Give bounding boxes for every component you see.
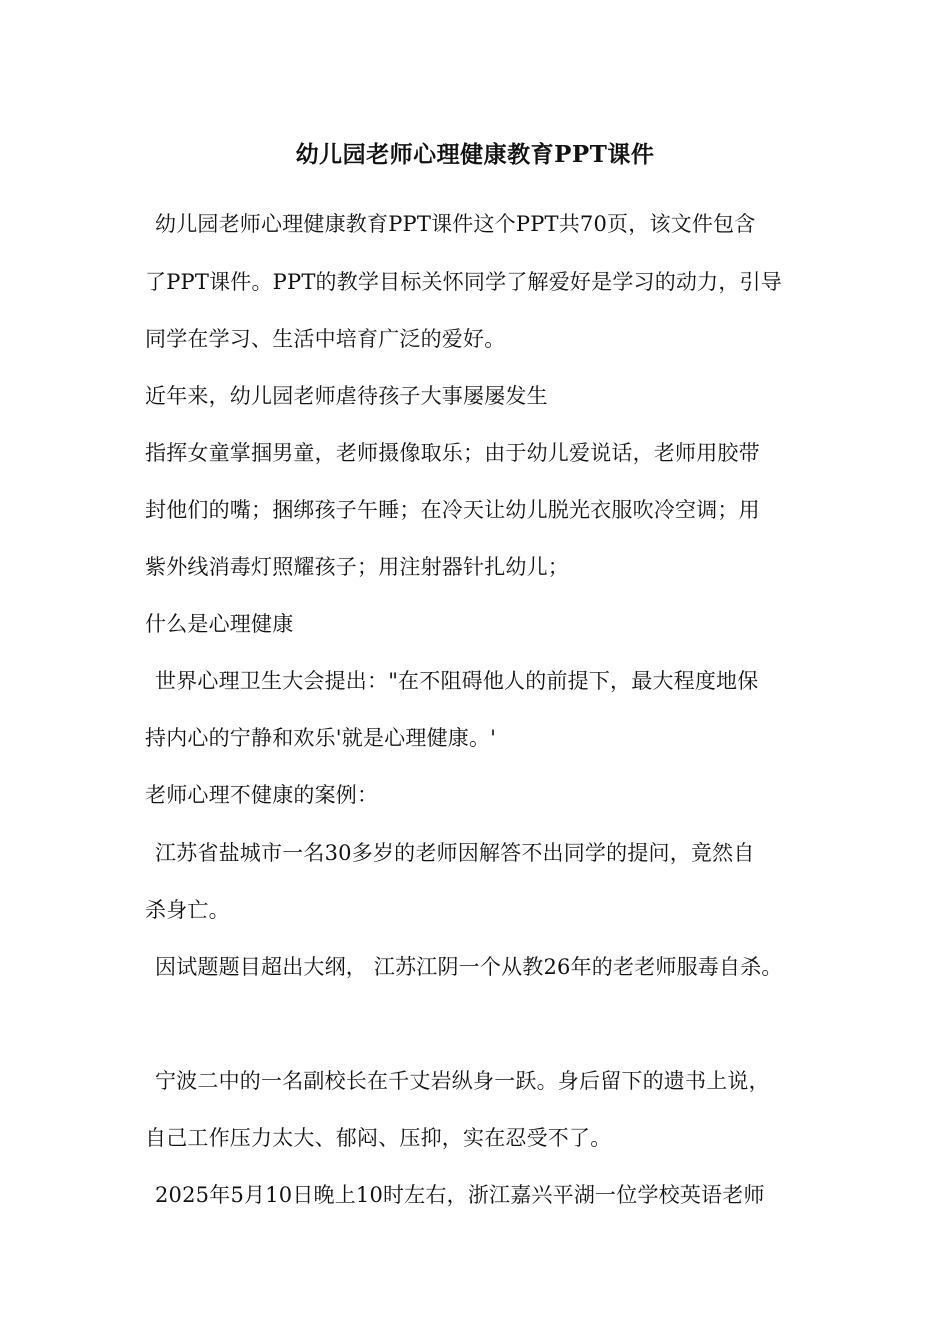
paragraph-line: 因试题题目超出大纲， 江苏江阴一个从教26年的老老师服毒自杀。 xyxy=(155,955,783,979)
paragraph-line: 杀身亡。 xyxy=(145,898,230,922)
paragraph-line: 封他们的嘴；捆绑孩子午睡；在冷天让幼儿脱光衣服吹冷空调；用 xyxy=(145,498,760,522)
paragraph-line: 紫外线消毒灯照耀孩子；用注射器针扎幼儿； xyxy=(145,555,569,579)
paragraph-line: 自己工作压力太大、郁闷、压抑，实在忍受不了。 xyxy=(145,1126,612,1150)
paragraph-line: 世界心理卫生大会提出："在不阻碍他人的前提下，最大程度地保 xyxy=(155,669,759,693)
paragraph-line: 幼儿园老师心理健康教育PPT课件这个PPT共70页，该文件包含 xyxy=(155,212,756,236)
paragraph-line: 近年来，幼儿园老师虐待孩子大事屡屡发生 xyxy=(145,384,548,408)
document-title: 幼儿园老师心理健康教育PPT课件 xyxy=(295,141,655,168)
paragraph-line: 持内心的宁静和欢乐'就是心理健康。' xyxy=(145,726,497,750)
paragraph-line: 江苏省盐城市一名30多岁的老师因解答不出同学的提问，竟然自 xyxy=(155,841,755,865)
paragraph-line: 宁波二中的一名副校长在千丈岩纵身一跃。身后留下的遗书上说， xyxy=(155,1069,770,1093)
paragraph-line: 指挥女童掌掴男童，老师摄像取乐；由于幼儿爱说话，老师用胶带 xyxy=(145,441,760,465)
paragraph-line: 了PPT课件。PPT的教学目标关怀同学了解爱好是学习的动力，引导 xyxy=(145,270,782,294)
paragraph-line: 2025年5月10日晚上10时左右，浙江嘉兴平湖一位学校英语老师 xyxy=(155,1183,765,1207)
section-heading: 老师心理不健康的案例： xyxy=(145,783,379,807)
section-heading: 什么是心理健康 xyxy=(145,612,294,636)
paragraph-line: 同学在学习、生活中培育广泛的爱好。 xyxy=(145,327,506,351)
